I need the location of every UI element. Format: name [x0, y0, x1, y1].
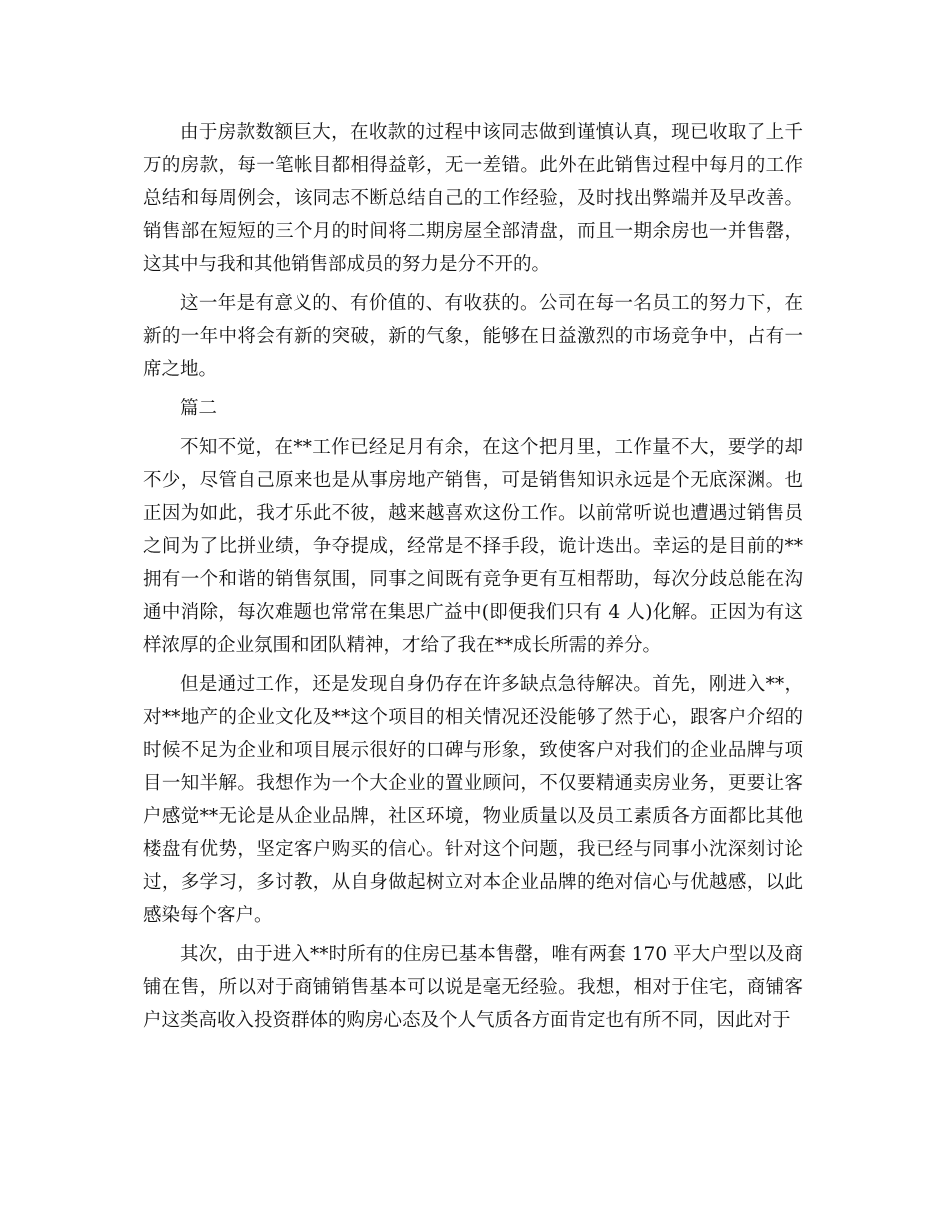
text-line: 篇二: [180, 398, 218, 419]
text-line: 总结和每周例会，该同志不断总结自己的工作经验，及时找出弊端并及早改善。: [143, 188, 803, 209]
paragraph: [143, 392, 803, 425]
paragraph: [143, 287, 803, 386]
text-line: 但是通过工作，还是发现自身仍存在许多缺点急待解决。首先，刚进入**，: [180, 674, 803, 695]
paragraph: [143, 668, 803, 932]
text-line: 过，多学习，多讨教，从自身做起树立对本企业品牌的绝对信心与优越感，以此: [143, 872, 803, 893]
text-line: 其次，由于进入**时所有的住房已基本售罄，唯有两套 170 平大户型以及商: [180, 944, 803, 965]
text-line: 席之地。: [143, 359, 218, 380]
text-line: 正因为如此，我才乐此不彼，越来越喜欢这份工作。以前常听说也遭遇过销售员: [143, 503, 803, 524]
paragraph: [143, 431, 803, 662]
text-line: 户感觉**无论是从企业品牌，社区环境，物业质量以及员工素质各方面都比其他: [143, 806, 803, 827]
document-body: [143, 116, 803, 1043]
text-line: 通中消除，每次难题也常常在集思广益中(即便我们只有 4 人)化解。正因为有这: [143, 602, 803, 623]
paragraph: [143, 116, 803, 281]
text-line: 目一知半解。我想作为一个大企业的置业顾问，不仅要精通卖房业务，更要让客: [143, 773, 803, 794]
text-line: 新的一年中将会有新的突破，新的气象，能够在日益激烈的市场竞争中，占有一: [143, 326, 803, 347]
text-line: 铺在售，所以对于商铺销售基本可以说是毫无经验。我想，相对于住宅，商铺客: [143, 977, 803, 998]
text-line: 这其中与我和其他销售部成员的努力是分不开的。: [143, 254, 551, 275]
text-line: 拥有一个和谐的销售氛围，同事之间既有竞争更有互相帮助，每次分歧总能在沟: [143, 569, 803, 590]
text-line: 这一年是有意义的、有价值的、有收获的。公司在每一名员工的努力下，在: [180, 293, 803, 314]
text-line: 万的房款，每一笔帐目都相得益彰，无一差错。此外在此销售过程中每月的工作: [143, 155, 803, 176]
text-line: 时候不足为企业和项目展示很好的口碑与形象，致使客户对我们的企业品牌与项: [143, 740, 803, 761]
text-line: 不少，尽管自己原来也是从事房地产销售，可是销售知识永远是个无底深渊。也: [143, 470, 803, 491]
text-line: 感染每个客户。: [143, 905, 273, 926]
paragraph: [143, 938, 803, 1037]
text-line: 由于房款数额巨大，在收款的过程中该同志做到谨慎认真，现已收取了上千: [180, 122, 803, 143]
text-line: 之间为了比拼业绩，争夺提成，经常是不择手段，诡计迭出。幸运的是目前的**: [143, 536, 803, 557]
text-line: 销售部在短短的三个月的时间将二期房屋全部清盘，而且一期余房也一并售罄，: [143, 221, 803, 242]
text-line: 户这类高收入投资群体的购房心态及个人气质各方面肯定也有所不同，因此对于: [143, 1010, 791, 1031]
text-line: 不知不觉，在**工作已经足月有余，在这个把月里，工作量不大，要学的却: [180, 437, 803, 458]
text-line: 对**地产的企业文化及**这个项目的相关情况还没能够了然于心，跟客户介绍的: [143, 707, 803, 728]
text-line: 样浓厚的企业氛围和团队精神，才给了我在**成长所需的养分。: [143, 635, 662, 656]
text-line: 楼盘有优势，坚定客户购买的信心。针对这个问题，我已经与同事小沈深刻讨论: [143, 839, 803, 860]
